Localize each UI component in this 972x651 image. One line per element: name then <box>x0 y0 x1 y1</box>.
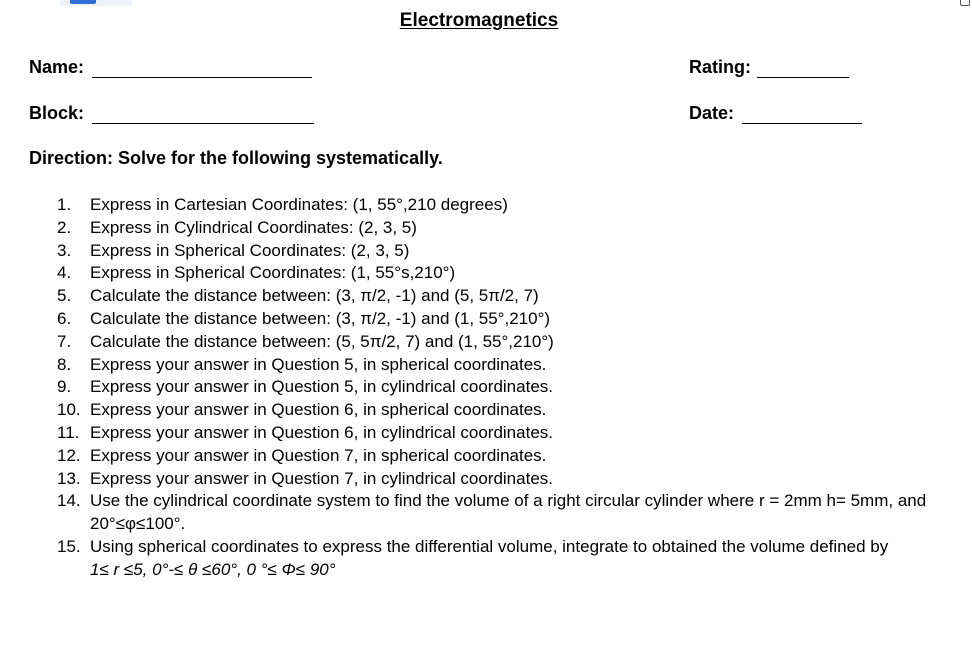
question-number: 6. <box>57 308 72 328</box>
question-body: Express your answer in Question 7, in spherical coordinates. <box>90 445 547 465</box>
question-text <box>90 240 947 263</box>
question-number: 10. <box>57 400 81 420</box>
toolbar-button-fragment[interactable] <box>70 0 96 4</box>
question-number: 9. <box>57 377 72 397</box>
question-item <box>57 354 947 377</box>
question-item <box>57 399 947 422</box>
question-text <box>90 285 947 308</box>
question-body: Express in Cartesian Coordinates: (1, 55°,210 degrees) <box>90 195 508 214</box>
question-item <box>57 240 947 263</box>
question-text <box>90 194 947 217</box>
block-label: Block: <box>29 103 85 123</box>
name-label: Name: <box>29 57 85 77</box>
rating-label: Rating: <box>689 57 751 77</box>
question-list <box>57 194 947 582</box>
question-number: 8. <box>57 354 72 374</box>
question-body: Express your answer in Question 7, in cylindrical coordinates. <box>90 468 553 488</box>
question-text <box>90 422 947 445</box>
question-body: Using spherical coordinates to express the differential volume, integrate to obtained the volume defined by <box>90 536 889 556</box>
question-text <box>90 331 947 354</box>
question-item <box>57 376 947 399</box>
question-text <box>90 490 947 536</box>
question-body: Express in Spherical Coordinates: (2, 3, 5) <box>90 240 410 260</box>
question-number: 14. <box>57 491 81 511</box>
question-item <box>57 468 947 491</box>
question-formula: 1≤ r ≤5, 0°-≤ θ ≤60°, 0 °≤ Φ≤ 90° <box>90 559 336 579</box>
question-item <box>57 217 947 240</box>
question-item <box>57 262 947 285</box>
question-body: Express your answer in Question 6, in cylindrical coordinates. <box>90 422 553 442</box>
date-field <box>689 103 862 124</box>
date-label: Date: <box>689 103 735 123</box>
question-item <box>57 308 947 331</box>
question-item <box>57 536 947 582</box>
question-number: 4. <box>57 263 72 283</box>
question-text <box>90 399 947 422</box>
question-body: Calculate the distance between: (3, π/2, -1) and (5, 5π/2, 7) <box>90 286 539 306</box>
question-text <box>90 445 947 468</box>
question-number: 13. <box>57 468 81 488</box>
direction-text: Direction: Solve for the following systematically. <box>29 148 443 168</box>
question-body: Use the cylindrical coordinate system to find the volume of a right circular cylinder where r = 2mm h= 5mm, and 20°≤φ≤100°. <box>90 491 927 534</box>
window-edge-icon <box>960 0 970 6</box>
question-body: Express your answer in Question 5, in cylindrical coordinates. <box>90 377 553 397</box>
question-body: Calculate the distance between: (5, 5π/2, 7) and (1, 55°,210°) <box>90 331 554 351</box>
rating-field <box>689 57 849 78</box>
name-field <box>29 57 312 78</box>
question-item <box>57 445 947 468</box>
block-field <box>29 103 314 124</box>
question-body: Calculate the distance between: (3, π/2, -1) and (1, 55°,210°) <box>90 308 551 328</box>
rating-blank-line[interactable] <box>757 61 849 78</box>
question-number: 15. <box>57 536 81 556</box>
question-body: Express in Cylindrical Coordinates: (2, 3, 5) <box>90 217 417 237</box>
question-text <box>90 262 947 285</box>
question-text <box>90 536 947 582</box>
question-number: 7. <box>57 331 72 351</box>
document-title: Electromagnetics <box>399 10 559 31</box>
question-number: 1. <box>57 195 72 214</box>
name-blank-line[interactable] <box>92 61 312 78</box>
question-text <box>90 468 947 491</box>
question-text <box>90 217 947 240</box>
question-number: 11. <box>57 422 80 442</box>
question-number: 2. <box>57 217 72 237</box>
question-text <box>90 308 947 331</box>
question-number: 3. <box>57 240 72 260</box>
question-item <box>57 331 947 354</box>
question-text <box>90 376 947 399</box>
block-blank-line[interactable] <box>92 107 314 124</box>
question-number: 12. <box>57 445 81 465</box>
question-body: Express your answer in Question 5, in spherical coordinates. <box>90 354 547 374</box>
question-body: Express your answer in Question 6, in spherical coordinates. <box>90 400 547 420</box>
question-body: Express in Spherical Coordinates: (1, 55°s,210°) <box>90 263 456 283</box>
question-number: 5. <box>57 286 72 306</box>
question-text <box>90 354 947 377</box>
question-item <box>57 285 947 308</box>
question-item <box>57 490 947 536</box>
date-blank-line[interactable] <box>742 107 862 124</box>
document-title-container <box>0 10 958 32</box>
question-item <box>57 194 947 217</box>
question-item <box>57 422 947 445</box>
